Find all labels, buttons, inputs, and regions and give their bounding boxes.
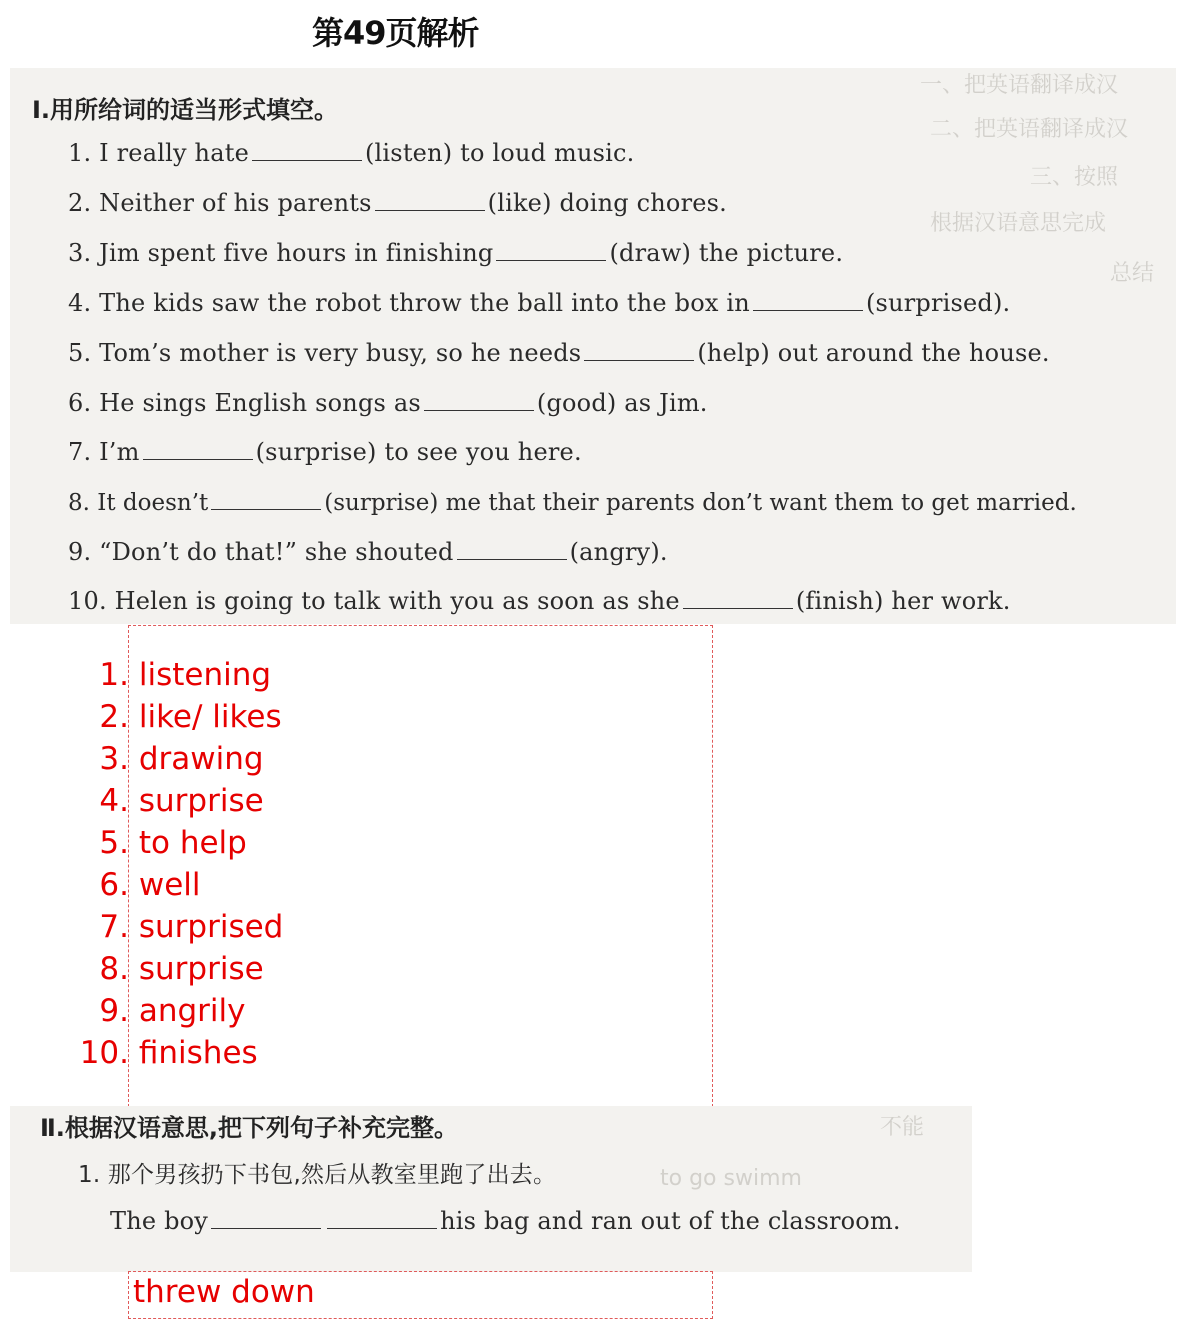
answer-blank: [496, 238, 606, 261]
exercise-section-2: [10, 1106, 972, 1272]
bleed-through-mark: 二、把英语翻译成汉: [930, 117, 1129, 142]
answer-item: threw down: [133, 1274, 315, 1310]
answer-item: 3. drawing: [99, 741, 264, 777]
answer-blank: [327, 1206, 437, 1229]
answer-item: 5. to help: [99, 825, 247, 861]
bleed-through-mark: 不能: [880, 1115, 925, 1140]
answer-item: 2. like/ likes: [99, 699, 282, 735]
answer-blank: [143, 437, 253, 460]
answer-blank: [584, 338, 694, 361]
answer-item: 7. surprised: [99, 909, 284, 945]
answer-blank: [457, 537, 567, 560]
answer-blank: [424, 388, 534, 411]
page-title: 第49页解析: [312, 14, 479, 52]
section-heading: Ⅰ.用所给词的适当形式填空。: [32, 96, 339, 124]
bleed-through-mark: 总结: [1110, 261, 1155, 286]
answer-item: 8. surprise: [99, 951, 264, 987]
question-2: 2. Neither of his parents (like) doing chores.: [68, 189, 727, 217]
question-4: 4. The kids saw the robot throw the ball into the box in (surprised).: [68, 289, 1011, 317]
answer-blank: [375, 188, 485, 211]
question-10: 10. Helen is going to talk with you as soon as she (finish) her work.: [68, 587, 1011, 615]
answer-blank: [753, 288, 863, 311]
answer-blank: [211, 487, 321, 510]
question-9: 9. “Don’t do that!” she shouted (angry).: [68, 538, 668, 566]
section-heading: Ⅱ.根据汉语意思,把下列句子补充完整。: [40, 1114, 459, 1142]
answer-item: 1. listening: [99, 657, 272, 693]
question-3: 3. Jim spent five hours in finishing (draw) the picture.: [68, 239, 844, 267]
bleed-through-mark: to go swimm: [660, 1166, 802, 1191]
question-5: 5. Tom’s mother is very busy, so he needs (help) out around the house.: [68, 339, 1050, 367]
bleed-through-mark: 三、按照: [1030, 165, 1119, 190]
answer-blank: [211, 1206, 321, 1229]
answer-item: 4. surprise: [99, 783, 264, 819]
answer-item: 9. angrily: [99, 993, 246, 1029]
question-8: 8. It doesn’t (surprise) me that their parents don’t want them to get married.: [68, 487, 1077, 516]
bleed-through-mark: 一、把英语翻译成汉: [920, 73, 1119, 98]
answer-item: 6. well: [99, 867, 201, 903]
answer-item: 10. finishes: [79, 1035, 258, 1071]
question-7: 7. I’m (surprise) to see you here.: [68, 438, 582, 466]
question-en: The boy his bag and ran out of the classroom.: [110, 1207, 901, 1235]
question-cn: 1. 那个男孩扔下书包,然后从教室里跑了出去。: [78, 1162, 557, 1188]
answer-blank: [252, 138, 362, 161]
bleed-through-mark: 根据汉语意思完成: [930, 211, 1107, 236]
question-6: 6. He sings English songs as (good) as Jim.: [68, 389, 708, 417]
exercise-section-1: [10, 68, 1176, 624]
question-1: 1. I really hate (listen) to loud music.: [68, 139, 635, 167]
answer-blank: [683, 586, 793, 609]
